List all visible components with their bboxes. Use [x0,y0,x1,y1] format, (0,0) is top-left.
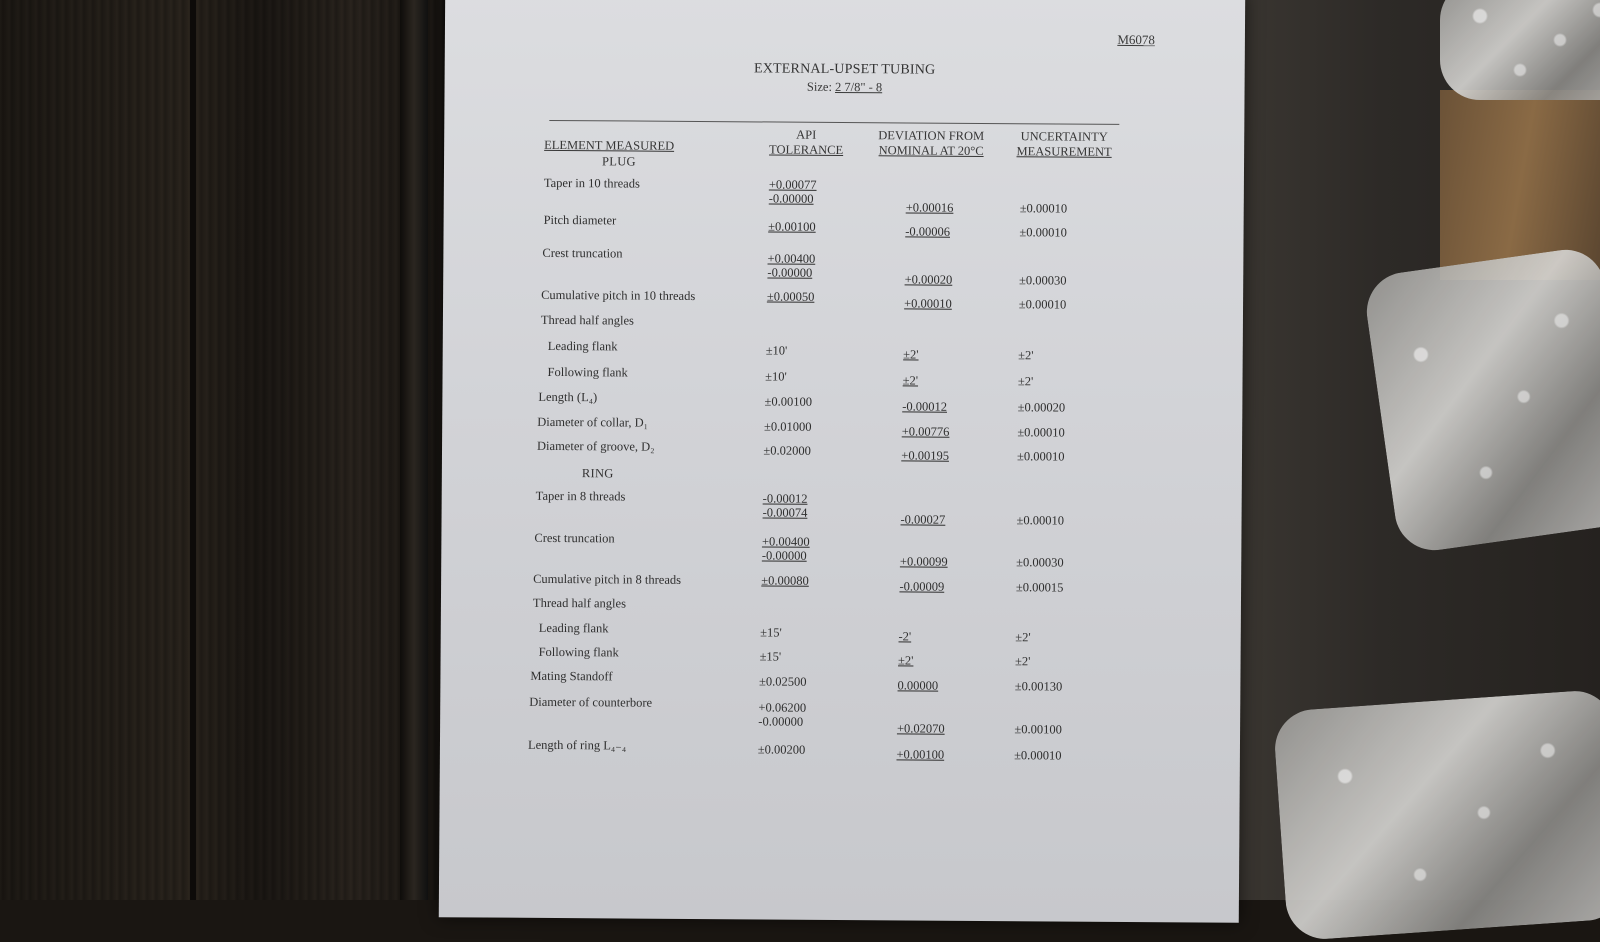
api-tolerance-lower: -0.00000 [761,548,807,563]
document-title: EXTERNAL-UPSET TUBING [753,61,936,78]
row-label: Cumulative pitch in 8 threads [533,571,682,587]
row-label: Diameter of groove, D₂ [537,438,655,454]
uncertainty-value: ±0.00010 [1019,201,1068,216]
api-tolerance: ±0.00080 [761,573,809,588]
uncertainty-value: ±2' [1015,654,1031,669]
bubble-wrap [1440,0,1600,100]
document-page [439,0,1245,923]
uncertainty-value: ±0.00030 [1018,273,1067,288]
size-value: 2 7/8" - 8 [835,79,883,95]
uncertainty-value: ±0.00010 [1019,225,1067,240]
deviation-value: +0.00016 [905,200,954,215]
deviation-value: -0.00012 [902,399,948,414]
api-tolerance: ±0.00200 [757,742,806,757]
uncertainty-value: ±0.00010 [1014,748,1062,763]
bubble-wrap [1362,245,1600,556]
document-code: M6078 [1117,31,1155,48]
row-label: Crest truncation [542,245,623,261]
header-unc-line1: UNCERTAINTY [1020,129,1108,144]
row-label: Pitch diameter [543,212,617,228]
uncertainty-value: ±0.00010 [1016,513,1065,528]
row-label: Taper in 10 threads [543,175,640,191]
deviation-value: -0.00027 [900,512,946,527]
uncertainty-value: ±0.00100 [1014,722,1062,737]
api-tolerance: ±0.02500 [758,674,807,689]
api-tolerance: ±15' [760,625,782,640]
deviation-value: +0.00100 [896,747,945,762]
bubble-wrap [1272,688,1600,941]
api-tolerance: ±0.00100 [768,219,816,234]
api-tolerance: -0.00012 [762,491,808,506]
wood-seam [400,0,428,900]
uncertainty-value: ±0.00015 [1015,580,1064,595]
deviation-value: -2' [898,629,912,644]
api-tolerance: ±10' [765,343,788,358]
api-tolerance: +0.00077 [768,177,817,192]
api-tolerance: ±0.00100 [764,394,813,409]
header-uncertainty [1004,129,1124,160]
row-label: Crest truncation [534,530,615,546]
api-tolerance: +0.06200 [758,700,807,715]
api-tolerance: ±0.02000 [763,443,811,458]
row-label: Diameter of collar, D₁ [537,414,649,430]
row-label: Leading flank [547,338,618,354]
api-tolerance: +0.00400 [761,534,810,549]
uncertainty-value: ±2' [1017,374,1034,389]
api-tolerance: ±10' [765,369,787,384]
row-label: Diameter of counterbore [529,694,653,710]
header-deviation [868,128,994,159]
uncertainty-value: ±2' [1018,348,1034,363]
deviation-value: ±2' [903,347,919,362]
deviation-value: +0.02070 [896,721,945,736]
deviation-value: ±2' [898,653,914,668]
uncertainty-value: ±0.00010 [1017,449,1065,464]
deviation-value: +0.00776 [901,424,950,439]
api-tolerance-lower: -0.00074 [762,505,808,520]
size-prefix: Size: [806,79,832,94]
row-label: Following flank [547,364,628,380]
uncertainty-value: ±0.00010 [1018,297,1067,312]
uncertainty-value: ±0.00130 [1014,679,1063,694]
deviation-value: +0.00099 [899,554,948,569]
api-tolerance: ±15' [759,649,782,664]
api-tolerance-lower: -0.00000 [758,714,804,729]
api-tolerance: ±0.01000 [763,419,812,434]
api-tolerance: ±0.00050 [766,289,815,304]
header-element [544,138,674,154]
row-label: Length (L₄) [538,389,598,405]
row-label: Following flank [538,644,619,660]
deviation-value: +0.00195 [901,448,950,463]
section-plug: PLUG [601,154,636,169]
header-api-line1: API [796,127,817,142]
row-label: Mating Standoff [530,668,613,684]
api-tolerance: +0.00400 [767,251,816,266]
uncertainty-value: ±0.00020 [1017,400,1066,415]
deviation-value: +0.00010 [904,296,952,311]
header-dev-line1: DEVIATION FROM [878,128,985,143]
api-tolerance-lower: -0.00000 [767,265,813,280]
section-ring: RING [581,466,614,481]
uncertainty-value: ±0.00010 [1017,425,1065,440]
header-unc-line2: MEASUREMENT [1016,144,1112,159]
row-label: Taper in 8 threads [535,488,626,504]
deviation-value: -0.00006 [905,224,951,239]
wood-seam [190,0,196,900]
uncertainty-value: ±2' [1015,630,1031,645]
header-api-line2: TOLERANCE [769,142,844,158]
row-label: Thread half angles [532,595,627,611]
document-size [445,77,1245,98]
header-element-text: ELEMENT MEASURED [544,137,675,153]
api-tolerance-lower: -0.00000 [768,191,814,206]
uncertainty-value: ±0.00030 [1016,555,1064,570]
deviation-value: -0.00009 [899,579,945,594]
deviation-value: +0.00020 [904,272,953,287]
row-label: Leading flank [538,620,609,636]
header-dev-line2: NOMINAL AT 20°C [878,143,984,158]
row-label: Thread half angles [540,312,634,328]
row-label: Cumulative pitch in 10 threads [541,287,696,303]
deviation-value: 0.00000 [897,678,939,693]
deviation-value: ±2' [902,373,919,388]
row-label: Length of ring L₄₋₄ [527,737,627,753]
header-rule [549,120,1119,125]
header-api [756,127,856,158]
